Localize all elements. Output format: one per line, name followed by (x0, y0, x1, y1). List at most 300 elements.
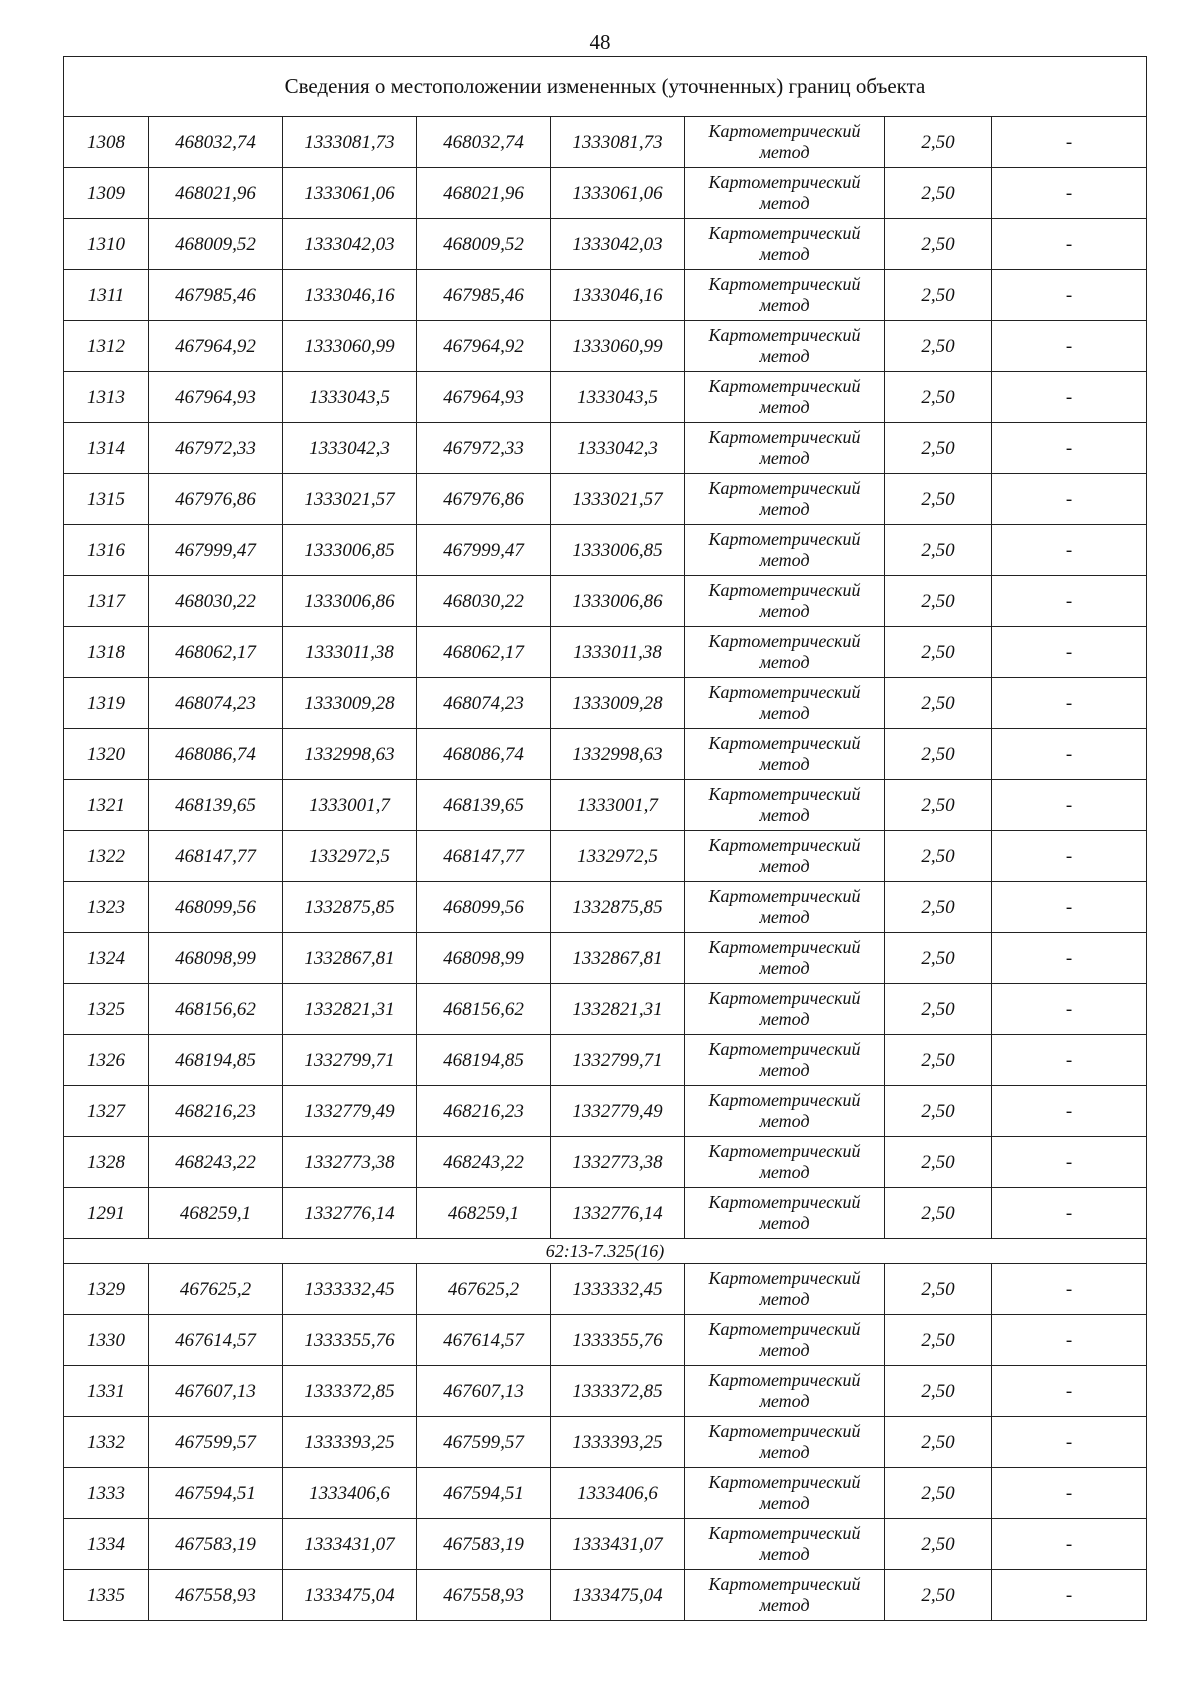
precision-cell: 2,50 (885, 984, 992, 1035)
note-cell: - (992, 1468, 1147, 1519)
precision-cell: 2,50 (885, 423, 992, 474)
existing-y-cell: 1332799,71 (283, 1035, 417, 1086)
existing-y-cell: 1333355,76 (283, 1315, 417, 1366)
method-text: Картометрический (708, 886, 861, 907)
existing-x-cell: 468139,65 (149, 780, 283, 831)
point-number-cell: 1308 (64, 117, 149, 168)
refined-y-cell: 1332776,14 (551, 1188, 685, 1239)
point-number-cell: 1323 (64, 882, 149, 933)
method-cell (685, 219, 885, 270)
refined-x-cell: 468062,17 (417, 627, 551, 678)
refined-x-cell: 467583,19 (417, 1519, 551, 1570)
precision-cell: 2,50 (885, 678, 992, 729)
method-text: Картометрический (708, 937, 861, 958)
note-cell: - (992, 1417, 1147, 1468)
table-row (64, 423, 1147, 474)
point-number-cell: 1291 (64, 1188, 149, 1239)
method-cell (685, 984, 885, 1035)
refined-y-cell: 1333021,57 (551, 474, 685, 525)
method-cell (685, 525, 885, 576)
existing-x-cell: 467972,33 (149, 423, 283, 474)
precision-cell: 2,50 (885, 780, 992, 831)
table-row (64, 1086, 1147, 1137)
method-text: Картометрический (708, 1268, 861, 1289)
existing-y-cell: 1333081,73 (283, 117, 417, 168)
method-text: метод (759, 601, 810, 621)
refined-y-cell: 1333393,25 (551, 1417, 685, 1468)
note-cell: - (992, 1315, 1147, 1366)
point-number-cell: 1315 (64, 474, 149, 525)
table-row (64, 372, 1147, 423)
method-text: Картометрический (708, 1370, 861, 1391)
refined-x-cell: 468030,22 (417, 576, 551, 627)
method-text: Картометрический (708, 835, 861, 856)
method-text: Картометрический (708, 1523, 861, 1544)
note-cell: - (992, 1086, 1147, 1137)
point-number-cell: 1316 (64, 525, 149, 576)
existing-y-cell: 1333042,03 (283, 219, 417, 270)
refined-x-cell: 467614,57 (417, 1315, 551, 1366)
existing-y-cell: 1332875,85 (283, 882, 417, 933)
method-text: метод (759, 1111, 810, 1131)
precision-cell: 2,50 (885, 933, 992, 984)
boundary-coordinates-table (63, 56, 1147, 1621)
existing-x-cell: 467583,19 (149, 1519, 283, 1570)
method-cell (685, 576, 885, 627)
table-row (64, 1315, 1147, 1366)
method-cell (685, 321, 885, 372)
refined-y-cell: 1333332,45 (551, 1264, 685, 1315)
method-text: метод (759, 295, 810, 315)
refined-y-cell: 1332867,81 (551, 933, 685, 984)
precision-cell: 2,50 (885, 1417, 992, 1468)
method-text: Картометрический (708, 733, 861, 754)
table-row (64, 474, 1147, 525)
table-row (64, 1188, 1147, 1239)
existing-x-cell: 468032,74 (149, 117, 283, 168)
refined-x-cell: 468259,1 (417, 1188, 551, 1239)
method-text: метод (759, 856, 810, 876)
note-cell: - (992, 219, 1147, 270)
note-cell: - (992, 984, 1147, 1035)
table-row (64, 984, 1147, 1035)
method-cell (685, 1264, 885, 1315)
refined-y-cell: 1333043,5 (551, 372, 685, 423)
refined-y-cell: 1332773,38 (551, 1137, 685, 1188)
table-row (64, 321, 1147, 372)
refined-x-cell: 468194,85 (417, 1035, 551, 1086)
existing-y-cell: 1332821,31 (283, 984, 417, 1035)
existing-x-cell: 467558,93 (149, 1570, 283, 1621)
refined-x-cell: 468074,23 (417, 678, 551, 729)
refined-x-cell: 468009,52 (417, 219, 551, 270)
existing-x-cell: 467625,2 (149, 1264, 283, 1315)
method-cell (685, 270, 885, 321)
existing-x-cell: 468030,22 (149, 576, 283, 627)
method-text: Картометрический (708, 1192, 861, 1213)
existing-x-cell: 468147,77 (149, 831, 283, 882)
method-cell (685, 168, 885, 219)
refined-x-cell: 468032,74 (417, 117, 551, 168)
point-number-cell: 1333 (64, 1468, 149, 1519)
note-cell: - (992, 270, 1147, 321)
existing-x-cell: 468099,56 (149, 882, 283, 933)
method-text: Картометрический (708, 427, 861, 448)
method-text: Картометрический (708, 325, 861, 346)
refined-x-cell: 467999,47 (417, 525, 551, 576)
method-text: Картометрический (708, 1319, 861, 1340)
note-cell: - (992, 882, 1147, 933)
method-text: Картометрический (708, 682, 861, 703)
existing-y-cell: 1332779,49 (283, 1086, 417, 1137)
table-row (64, 1417, 1147, 1468)
refined-x-cell: 467558,93 (417, 1570, 551, 1621)
existing-x-cell: 467594,51 (149, 1468, 283, 1519)
method-cell (685, 423, 885, 474)
existing-y-cell: 1332776,14 (283, 1188, 417, 1239)
note-cell: - (992, 1570, 1147, 1621)
table-row (64, 1468, 1147, 1519)
refined-y-cell: 1333006,85 (551, 525, 685, 576)
note-cell: - (992, 627, 1147, 678)
precision-cell: 2,50 (885, 1366, 992, 1417)
refined-y-cell: 1333042,03 (551, 219, 685, 270)
method-text: метод (759, 1391, 810, 1411)
table-row (64, 882, 1147, 933)
point-number-cell: 1310 (64, 219, 149, 270)
existing-y-cell: 1333061,06 (283, 168, 417, 219)
refined-x-cell: 467976,86 (417, 474, 551, 525)
existing-x-cell: 468216,23 (149, 1086, 283, 1137)
refined-x-cell: 467964,93 (417, 372, 551, 423)
existing-x-cell: 468243,22 (149, 1137, 283, 1188)
refined-x-cell: 468099,56 (417, 882, 551, 933)
precision-cell: 2,50 (885, 321, 992, 372)
existing-y-cell: 1333006,86 (283, 576, 417, 627)
refined-y-cell: 1333406,6 (551, 1468, 685, 1519)
existing-y-cell: 1333006,85 (283, 525, 417, 576)
precision-cell: 2,50 (885, 1315, 992, 1366)
existing-y-cell: 1332998,63 (283, 729, 417, 780)
point-number-cell: 1331 (64, 1366, 149, 1417)
method-text: Картометрический (708, 172, 861, 193)
method-text: Картометрический (708, 478, 861, 499)
table-row (64, 729, 1147, 780)
existing-x-cell: 468098,99 (149, 933, 283, 984)
point-number-cell: 1319 (64, 678, 149, 729)
method-text: Картометрический (708, 529, 861, 550)
method-text: Картометрический (708, 1472, 861, 1493)
refined-x-cell: 468243,22 (417, 1137, 551, 1188)
table-row (64, 168, 1147, 219)
existing-x-cell: 468062,17 (149, 627, 283, 678)
existing-x-cell: 467999,47 (149, 525, 283, 576)
existing-y-cell: 1333043,5 (283, 372, 417, 423)
existing-y-cell: 1333393,25 (283, 1417, 417, 1468)
method-text: Картометрический (708, 988, 861, 1009)
refined-x-cell: 468216,23 (417, 1086, 551, 1137)
method-cell (685, 1366, 885, 1417)
refined-y-cell: 1333431,07 (551, 1519, 685, 1570)
method-cell (685, 627, 885, 678)
precision-cell: 2,50 (885, 1086, 992, 1137)
note-cell: - (992, 525, 1147, 576)
existing-y-cell: 1333021,57 (283, 474, 417, 525)
method-text: метод (759, 703, 810, 723)
refined-x-cell: 468156,62 (417, 984, 551, 1035)
refined-x-cell: 467985,46 (417, 270, 551, 321)
existing-y-cell: 1333009,28 (283, 678, 417, 729)
note-cell: - (992, 729, 1147, 780)
method-cell (685, 678, 885, 729)
precision-cell: 2,50 (885, 729, 992, 780)
table-body (64, 57, 1147, 1621)
refined-x-cell: 467594,51 (417, 1468, 551, 1519)
note-cell: - (992, 372, 1147, 423)
existing-y-cell: 1333060,99 (283, 321, 417, 372)
note-cell: - (992, 780, 1147, 831)
table-row (64, 219, 1147, 270)
table-row (64, 1264, 1147, 1315)
point-number-cell: 1312 (64, 321, 149, 372)
point-number-cell: 1314 (64, 423, 149, 474)
method-text: метод (759, 1060, 810, 1080)
method-cell (685, 882, 885, 933)
existing-y-cell: 1332972,5 (283, 831, 417, 882)
existing-x-cell: 468009,52 (149, 219, 283, 270)
refined-y-cell: 1332821,31 (551, 984, 685, 1035)
point-number-cell: 1313 (64, 372, 149, 423)
precision-cell: 2,50 (885, 270, 992, 321)
note-cell: - (992, 423, 1147, 474)
existing-x-cell: 467985,46 (149, 270, 283, 321)
point-number-cell: 1326 (64, 1035, 149, 1086)
note-cell: - (992, 474, 1147, 525)
existing-y-cell: 1332867,81 (283, 933, 417, 984)
method-cell (685, 117, 885, 168)
method-text: метод (759, 244, 810, 264)
refined-y-cell: 1332779,49 (551, 1086, 685, 1137)
method-cell (685, 1188, 885, 1239)
refined-y-cell: 1333060,99 (551, 321, 685, 372)
method-text: Картометрический (708, 784, 861, 805)
table-row (64, 1035, 1147, 1086)
method-text: метод (759, 1442, 810, 1462)
method-text: метод (759, 397, 810, 417)
method-text: метод (759, 1009, 810, 1029)
refined-y-cell: 1333081,73 (551, 117, 685, 168)
precision-cell: 2,50 (885, 576, 992, 627)
refined-x-cell: 467607,13 (417, 1366, 551, 1417)
table-row (64, 831, 1147, 882)
existing-x-cell: 467614,57 (149, 1315, 283, 1366)
method-cell (685, 831, 885, 882)
precision-cell: 2,50 (885, 1519, 992, 1570)
refined-y-cell: 1333006,86 (551, 576, 685, 627)
refined-y-cell: 1332998,63 (551, 729, 685, 780)
existing-y-cell: 1333372,85 (283, 1366, 417, 1417)
precision-cell: 2,50 (885, 474, 992, 525)
existing-y-cell: 1333042,3 (283, 423, 417, 474)
table-title-row (64, 57, 1147, 117)
precision-cell: 2,50 (885, 525, 992, 576)
table-row (64, 1366, 1147, 1417)
method-text: метод (759, 1289, 810, 1309)
refined-y-cell: 1333001,7 (551, 780, 685, 831)
method-text: метод (759, 805, 810, 825)
precision-cell: 2,50 (885, 1264, 992, 1315)
refined-x-cell: 468098,99 (417, 933, 551, 984)
note-cell: - (992, 1519, 1147, 1570)
point-number-cell: 1322 (64, 831, 149, 882)
section-label: 62:13-7.325(16) (64, 1239, 1147, 1264)
existing-y-cell: 1333431,07 (283, 1519, 417, 1570)
note-cell: - (992, 678, 1147, 729)
existing-y-cell: 1333046,16 (283, 270, 417, 321)
refined-y-cell: 1333009,28 (551, 678, 685, 729)
method-cell (685, 933, 885, 984)
existing-x-cell: 468259,1 (149, 1188, 283, 1239)
point-number-cell: 1328 (64, 1137, 149, 1188)
existing-x-cell: 467964,92 (149, 321, 283, 372)
refined-y-cell: 1333011,38 (551, 627, 685, 678)
note-cell: - (992, 321, 1147, 372)
method-cell (685, 474, 885, 525)
point-number-cell: 1320 (64, 729, 149, 780)
point-number-cell: 1332 (64, 1417, 149, 1468)
refined-y-cell: 1332972,5 (551, 831, 685, 882)
precision-cell: 2,50 (885, 219, 992, 270)
note-cell: - (992, 576, 1147, 627)
table-row (64, 780, 1147, 831)
method-text: Картометрический (708, 1141, 861, 1162)
method-text: метод (759, 1595, 810, 1615)
existing-x-cell: 468021,96 (149, 168, 283, 219)
point-number-cell: 1321 (64, 780, 149, 831)
method-text: Картометрический (708, 580, 861, 601)
table-row (64, 933, 1147, 984)
refined-x-cell: 467625,2 (417, 1264, 551, 1315)
point-number-cell: 1329 (64, 1264, 149, 1315)
precision-cell: 2,50 (885, 1468, 992, 1519)
precision-cell: 2,50 (885, 1570, 992, 1621)
method-text: метод (759, 907, 810, 927)
refined-y-cell: 1332799,71 (551, 1035, 685, 1086)
precision-cell: 2,50 (885, 117, 992, 168)
precision-cell: 2,50 (885, 1035, 992, 1086)
existing-x-cell: 467607,13 (149, 1366, 283, 1417)
point-number-cell: 1318 (64, 627, 149, 678)
refined-y-cell: 1333061,06 (551, 168, 685, 219)
note-cell: - (992, 831, 1147, 882)
method-text: метод (759, 142, 810, 162)
point-number-cell: 1317 (64, 576, 149, 627)
existing-y-cell: 1333406,6 (283, 1468, 417, 1519)
precision-cell: 2,50 (885, 168, 992, 219)
point-number-cell: 1309 (64, 168, 149, 219)
note-cell: - (992, 1264, 1147, 1315)
existing-y-cell: 1333001,7 (283, 780, 417, 831)
method-text: Картометрический (708, 1090, 861, 1111)
table-title: Сведения о местоположении измененных (уточненных) границ объекта (64, 57, 1147, 117)
refined-x-cell: 467964,92 (417, 321, 551, 372)
method-text: метод (759, 1213, 810, 1233)
note-cell: - (992, 1137, 1147, 1188)
refined-x-cell: 468021,96 (417, 168, 551, 219)
existing-y-cell: 1333332,45 (283, 1264, 417, 1315)
note-cell: - (992, 933, 1147, 984)
precision-cell: 2,50 (885, 831, 992, 882)
precision-cell: 2,50 (885, 372, 992, 423)
method-text: Картометрический (708, 223, 861, 244)
existing-x-cell: 467976,86 (149, 474, 283, 525)
method-cell (685, 729, 885, 780)
method-text: Картометрический (708, 274, 861, 295)
method-text: метод (759, 754, 810, 774)
precision-cell: 2,50 (885, 882, 992, 933)
point-number-cell: 1330 (64, 1315, 149, 1366)
method-cell (685, 1519, 885, 1570)
refined-y-cell: 1333475,04 (551, 1570, 685, 1621)
method-cell (685, 1468, 885, 1519)
method-text: метод (759, 1544, 810, 1564)
precision-cell: 2,50 (885, 1188, 992, 1239)
method-text: Картометрический (708, 1421, 861, 1442)
existing-y-cell: 1333475,04 (283, 1570, 417, 1621)
refined-x-cell: 468147,77 (417, 831, 551, 882)
point-number-cell: 1311 (64, 270, 149, 321)
existing-x-cell: 468086,74 (149, 729, 283, 780)
method-text: метод (759, 346, 810, 366)
method-cell (685, 1086, 885, 1137)
refined-x-cell: 468086,74 (417, 729, 551, 780)
method-cell (685, 1137, 885, 1188)
point-number-cell: 1335 (64, 1570, 149, 1621)
method-cell (685, 1315, 885, 1366)
section-row (64, 1239, 1147, 1264)
method-cell (685, 372, 885, 423)
precision-cell: 2,50 (885, 1137, 992, 1188)
note-cell: - (992, 168, 1147, 219)
existing-x-cell: 468156,62 (149, 984, 283, 1035)
method-text: метод (759, 193, 810, 213)
table-row (64, 576, 1147, 627)
method-text: Картометрический (708, 121, 861, 142)
table-row (64, 525, 1147, 576)
method-text: Картометрический (708, 1574, 861, 1595)
refined-x-cell: 467972,33 (417, 423, 551, 474)
method-text: метод (759, 1162, 810, 1182)
method-cell (685, 1417, 885, 1468)
point-number-cell: 1325 (64, 984, 149, 1035)
refined-y-cell: 1333355,76 (551, 1315, 685, 1366)
note-cell: - (992, 1035, 1147, 1086)
existing-x-cell: 468194,85 (149, 1035, 283, 1086)
note-cell: - (992, 117, 1147, 168)
refined-x-cell: 468139,65 (417, 780, 551, 831)
method-cell (685, 780, 885, 831)
method-text: метод (759, 499, 810, 519)
refined-y-cell: 1333042,3 (551, 423, 685, 474)
point-number-cell: 1334 (64, 1519, 149, 1570)
method-cell (685, 1570, 885, 1621)
precision-cell: 2,50 (885, 627, 992, 678)
point-number-cell: 1324 (64, 933, 149, 984)
method-text: метод (759, 1340, 810, 1360)
refined-y-cell: 1333372,85 (551, 1366, 685, 1417)
existing-y-cell: 1333011,38 (283, 627, 417, 678)
table-row (64, 117, 1147, 168)
